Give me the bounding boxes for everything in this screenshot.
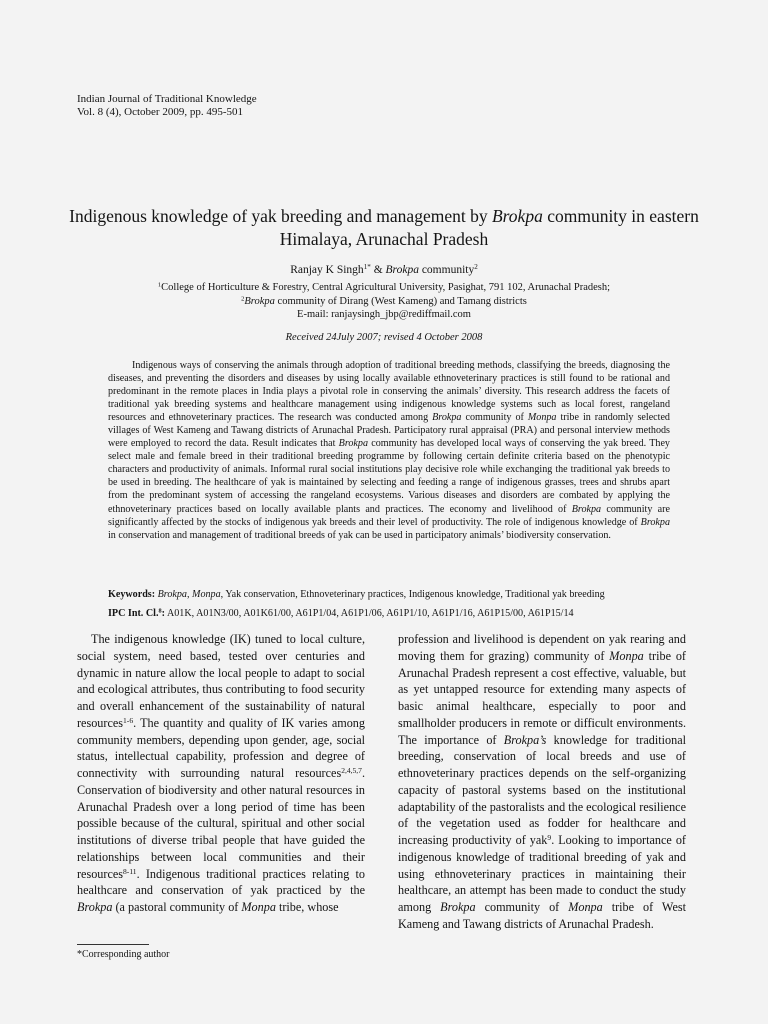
abstract: Indigenous ways of conserving the animals through adoption of traditional breeding methods, classifying the breeds, diagnosing the diseases, and preventing the disorders and diseases by using locally available ethnoveterinary practices is still found to be rational and predominant in the remote places in India plays a pivotal role in conserving the animals’ diversity. This research address the facets of traditional yak breeding systems and healthcare management using indigenous knowledge systems such as local forest, rangeland resources and ethnoveterinary practices. The research was conducted among Brokpa community of Monpa tribe in randomly selected villages of West Kameng and Tawang districts of Arunachal Pradesh. Participatory rural appraisal (PRA) and personal interview methods were employed to record the data. Result indicates that Brokpa community has developed local ways of conserving the yak breed. They select male and female breed in their traditional breeding programme by following certain definite criteria based on the phenotypic characters and productivity of animals. Informal rural social institutions play decisive role while exchanging the traditional yak breeds to be used in breeding. The healthcare of yak is maintained by selecting and feeding a range of indigenous grasses, trees and shrubs apart from the predominant system of accessing the rangeland ecosystems. Various diseases and disorders are combated by applying the ethnoveterinary practices based on locally available plants and practices. The economy and livelihood of Brokpa community are significantly affected by the stocks of indigenous yak breeds and their level of productivity. The role of indigenous knowledge of Brokpa in conservation and management of traditional breeds of yak can be used in participatory animals’ biodiversity conservation.: [108, 360, 670, 541]
author-name: Ranjay K Singh: [290, 264, 364, 276]
citation: 9: [547, 832, 552, 842]
body-column-right: profession and livelihood is dependent on yak rearing and moving them for grazing) community of Monpa tribe of Arunachal Pradesh represent a cost effective, valuable, but as yet untapped resource for extending many aspects of basic animal healthcare, especially to poor and smallholder producers in remote or difficult environments. The importance of Brokpa’s knowledge for traditional breeding, conservation of local breeds and use of ethnoveterinary practices depends on the self-organizing capacity of pastoral systems based on the institutional adaptability of the pastoralists and the ecological resilience of the vegetation used as fodder for healthcare and increasing productivity of yak$^9$. Looking to importance of indigenous knowledge of traditional breeding of yak and using ethnoveterinary practices in maintaining their healthcare, an attempt has been made to conduct the study among Brokpa community of Monpa tribe of West Kameng and Tawang districts of Arunachal Pradesh.: [398, 632, 687, 931]
footnote-divider: [77, 944, 149, 945]
affiliations: [60, 281, 708, 322]
author-name: Brokpa: [385, 264, 419, 276]
footnote-corresponding-author: *Corresponding author: [77, 949, 170, 960]
citation: 1-6: [123, 715, 134, 725]
author-email: E-mail: ranjaysingh_jbp@rediffmail.com: [297, 309, 471, 320]
keywords: Keywords: Brokpa, Monpa, Yak conservation, Ethnoveterinary practices, Indigenous knowledge, Traditional yak breeding: [108, 589, 605, 600]
ipc-classification: IPC Int. Cl.$^8$: A01K, A01N3/00, A01K61/00, A61P1/04, A61P1/06, A61P1/10, A61P1/16, A61P15/00, A61P15/14: [108, 607, 574, 619]
journal-header: [77, 93, 257, 119]
journal-volume: Vol. 8 (4), October 2009, pp. 495-501: [77, 106, 243, 118]
body-column-left: The indigenous knowledge (IK) tuned to local culture, social system, need based, tested over centuries and dynamic in nature allow the local people to adapt to social and ecological attributes, thus contributing to food security and overall enhancement of the sustainability of natural resources$^{1-6}$. The quantity and quality of IK varies among community members, depending upon gender, age, social status, intellectual capability, profession and degree of connectivity with surrounding natural resources$^{2,4,5,7}$. Conservation of biodiversity and other natural resources in Arunachal Pradesh over a long period of time has been possible because of the cultural, spiritual and other social institutions of diverse tribal people that have guided the relationships between local communities and their resources$^{8-11}$. Indigenous traditional practices relating to healthcare and conservation of yak practiced by the Brokpa (a pastoral community of Monpa tribe, whose: [77, 632, 365, 914]
affiliation-2: $^2$Brokpa community of Dirang (West Kameng) and Tamang districts: [241, 294, 527, 307]
citation: 8-11: [123, 866, 137, 876]
citation: 2,4,5,7: [341, 765, 362, 775]
received-dates: Received 24July 2007; revised 4 October 2008: [285, 332, 483, 343]
paper-title: Indigenous knowledge of yak breeding and management by Brokpa community in eastern Himalaya, Arunachal Pradesh: [69, 206, 699, 249]
affiliation-1: $^1$College of Horticulture & Forestry, Central Agricultural University, Pasighat, 791 102, Arunachal Pradesh;: [157, 281, 611, 293]
author-list: Ranjay K Singh$^{1*}$ & Brokpa community$^2$: [290, 263, 478, 276]
journal-name: Indian Journal of Traditional Knowledge: [77, 93, 257, 105]
